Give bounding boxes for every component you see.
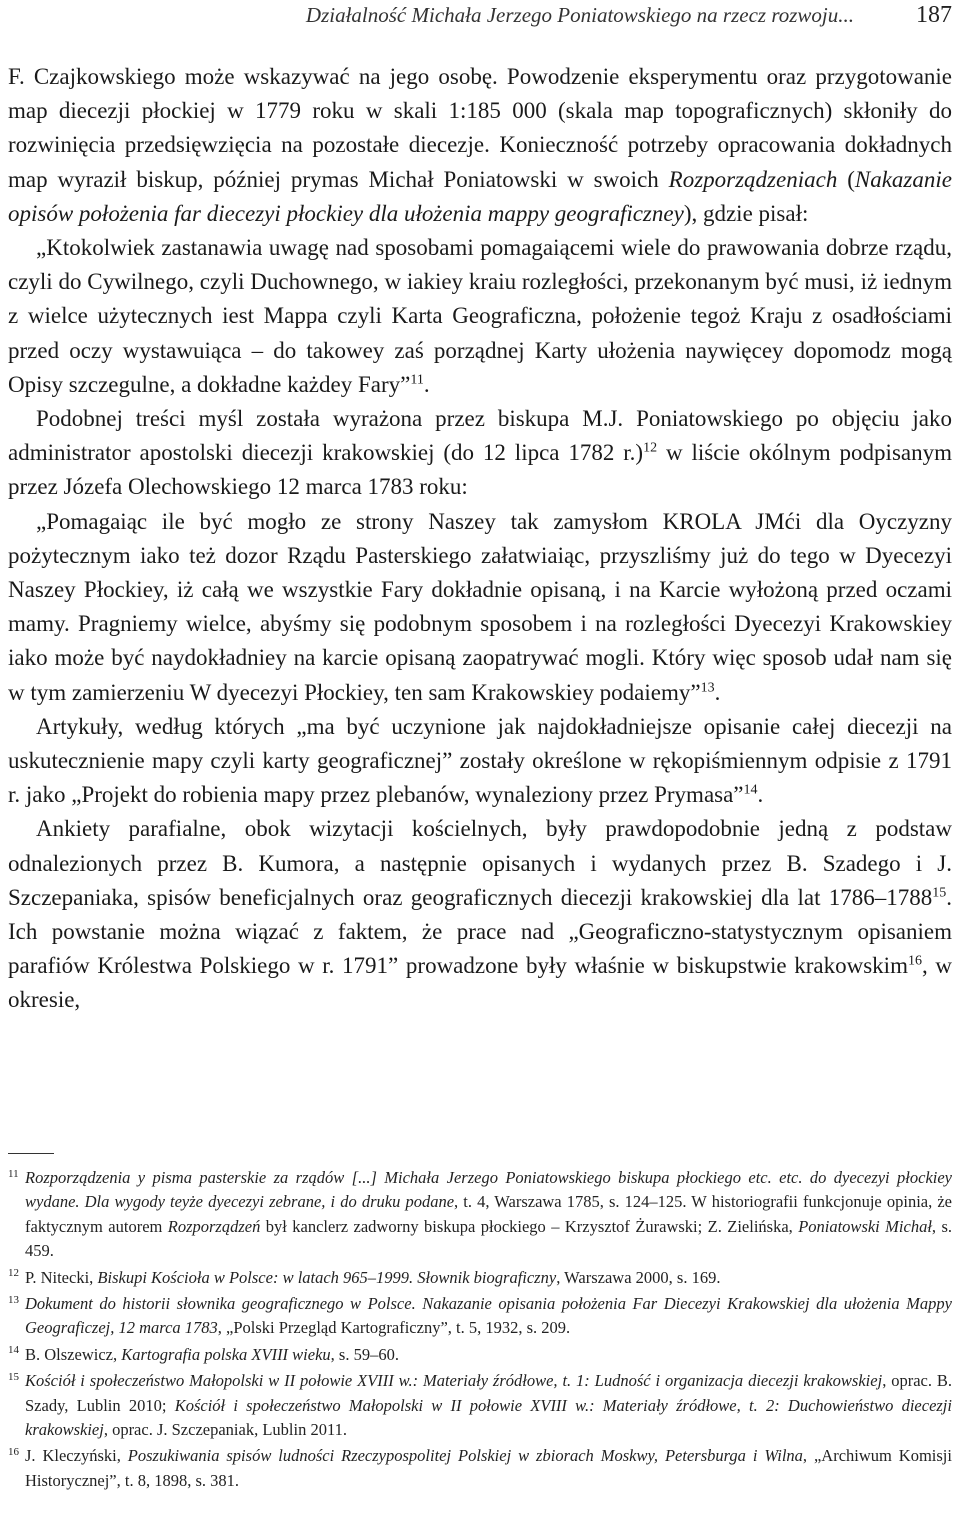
paragraph-4: Ankiety parafialne, obok wizytacji kościelnych, były prawdopodobnie jedną z podstaw odnalezionych przez B. Kumora, a następnie opisanych i wydanych przez B. Szadego i J. Szczepaniaka, spisów beneficjalnych oraz geograficznych diecezji krakowskiej dla lat 1786–1788$^{15}$. Ich powstanie można wiązać z faktem, że prace nad „Geograficzno-statystycznym opisaniem parafiów Królestwa Polskiego w r. 1791” prowadzone były właśnie w biskupstwie krakowskim$^{16}$, w okresie, — [8, 816, 952, 1013]
footnote-separator — [8, 1153, 54, 1154]
footnote-ref-14: 14 — [743, 782, 758, 798]
quote-2: „Pomagaiąc ile być mogło ze strony Naszey tak zamysłom KROLA JMći dla Oyczyzny pożytecznym iako też dozor Rządu Pasterskiego załatwiaiąc, przyszliśmy już do tego w Dyecezyi Naszey Płockiey, iż całą we wszystkie Fary dokładnie opisaną, i na Karcie wyłożoną przed oczami mamy. Pragniemy wielce, abyśmy się podobnym sposobem i na rozległości Dyecezyi Krakowskiey iako może być naydokładniey na karcie opisaną zaopatrywać mogli. Który więc sposob udał nam się w tym zamierzeniu W dyecezyi Płockiey, ten sam Krakowskiey podaiemy”$^{13}$. — [8, 508, 952, 705]
footnote-12: $^{12}$ P. Nitecki, Biskupi Kościoła w Polsce: w latach 965–1999. Słownik biograficzny, Warszawa 2000, s. 169. — [8, 1267, 721, 1287]
footnote-13: $^{13}$ Dokument do historii słownika geograficznego w Polsce. Nakazanie opisania położenia Far Diecezyi Krakowskiej dla ułożenia Mappy Geograficzej, 12 marca 1783, „Polski Przegląd Kartograficzny”, t. 5, 1932, s. 209. — [8, 1293, 952, 1338]
page-number: 187 — [916, 2, 952, 28]
paragraph-1: F. Czajkowskiego może wskazywać na jego osobę. Powodzenie eksperymentu oraz przygotowanie map diecezji płockiej w 1779 roku w skali 1:185 000 (skala map topograficznych) skłoniły do rozwinięcia przedsięwzięcia na pozostałe diecezje. Konieczność potrzeby opracowania dokładnych map wyraził biskup, później prymas Michał Poniatowski w swoich Rozporządzeniach (Nakazanie opisów położenia far diecezyi płockiey dla ułożenia mappy geograficzney), gdzie pisał: — [8, 64, 952, 226]
footnote-ref-11: 11 — [410, 372, 424, 388]
footnote-11: $^{11}$ Rozporządzenia y pisma pasterskie za rządów [...] Michała Jerzego Poniatowskiego biskupa płockiego etc. etc. do dyecezyi płockiey wydane. Dla wygody teyże dyecezyi zebrane, i do druku podane, t. 4, Warszawa 1785, s. 124–125. W historiografii funkcjonuje opinia, że faktycznym autorem Rozporządzeń był kanclerz zadworny biskupa płockiego – Krzysztof Żurawski; Z. Zielińska, Poniatowski Michał, s. 459. — [8, 1167, 952, 1261]
paragraph-2: Podobnej treści myśl została wyrażona przez biskupa M.J. Poniatowskiego po objęciu jako administrator apostolski diecezji krakowskiej (do 12 lipca 1782 r.)$^{12}$ w liście okólnym podpisanym przez Józefa Olechowskiego 12 marca 1783 roku: — [8, 406, 952, 500]
page-header — [8, 2, 952, 28]
footnote-ref-12: 12 — [643, 440, 658, 456]
footnote-ref-13: 13 — [700, 680, 715, 695]
footnote-16: $^{16}$ J. Kleczyński, Poszukiwania spisów ludności Rzeczypospolitej Polskiej w zbiorach Moskwy, Petersburga i Wilna, „Archiwum Komisji Historycznej”, t. 8, 1898, s. 381. — [8, 1445, 952, 1490]
paragraph-3: Artykuły, według których „ma być uczynione jak najdokładniejsze opisanie całej diecezji na uskutecznienie mapy czyli karty geograficznej” zostały określone w rękopiśmiennym odpisie z 1791 r. jako „Projekt do robienia mapy przez plebanów, wynaleziony przez Prymasa”$^{14}$. — [8, 713, 952, 808]
footnote-14: $^{14}$ B. Olszewicz, Kartografia polska XVIII wieku, s. 59–60. — [8, 1344, 399, 1364]
footnote-ref-16: 16 — [907, 953, 922, 969]
footnote-ref-15: 15 — [932, 885, 947, 901]
quote-1: „Ktokolwiek zastanawia uwagę nad sposobami pomagaiącemi wiele do prawowania dobrze rządu, czyli do Cywilnego, czyli Duchownego, w iakiey kraiu rozległości, przekonanym być musi, iż iednym z wielce użytecznych iest Mappa czyli Karta Geograficzna, położenie tegoż Kraju z osadłościami przed oczy wystawuiąca – do takowey zaś porządnej Karty ułożenia naywięcey dopomodz mogą Opisy szczegulne, a dokładne każdey Fary”$^{11}$. — [8, 235, 952, 397]
footnote-15: $^{15}$ Kościół i społeczeństwo Małopolski w II połowie XVIII w.: Materiały źródłowe, t. 1: Ludność i organizacja diecezji krakowskiej, oprac. B. Szady, Lublin 2010; Kościół i społeczeństwo Małopolski w II połowie XVIII w.: Materiały źródłowe, t. 2: Duchowieństwo diecezji krakowskiej, oprac. J. Szczepaniak, Lublin 2011. — [8, 1370, 952, 1440]
running-title: Działalność Michała Jerzego Poniatowskiego na rzecz rozwoju... — [305, 3, 854, 27]
footnotes — [8, 1166, 952, 1495]
main-text — [8, 60, 952, 1018]
